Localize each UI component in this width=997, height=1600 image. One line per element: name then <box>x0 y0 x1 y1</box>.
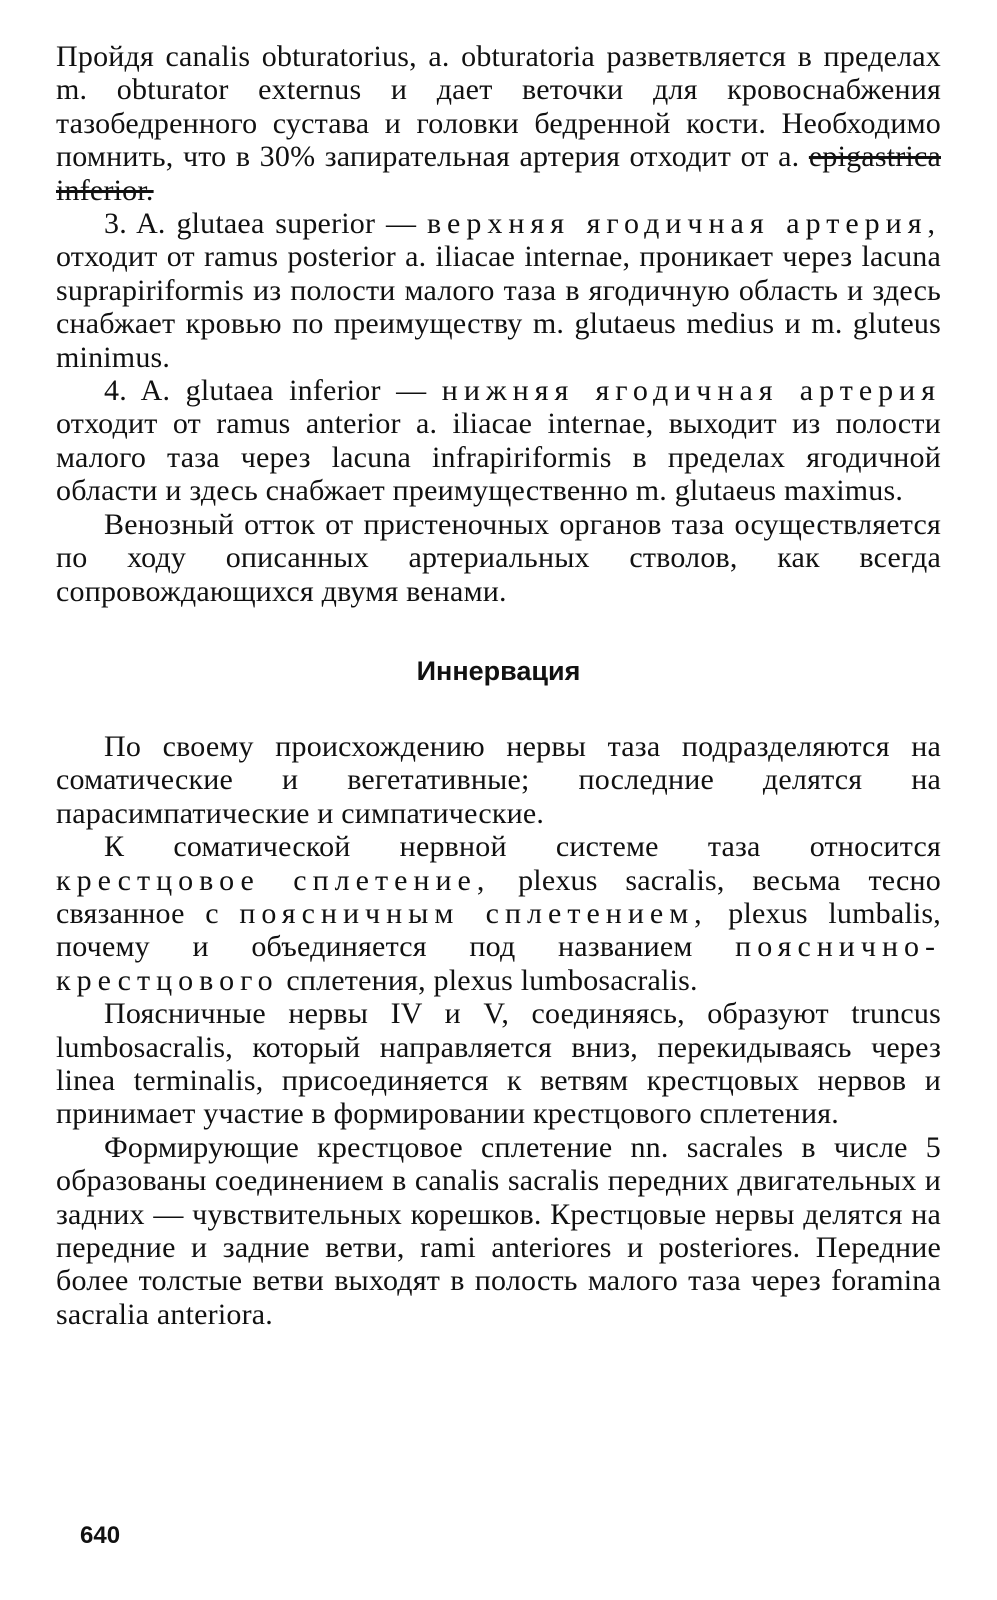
paragraph-inferior-gluteal-artery <box>56 374 941 508</box>
section-heading: Иннервация <box>416 655 581 686</box>
paragraph-text: Пройдя canalis obturatorius, a. obturatoria разветвляется в пределах m. obturator externus и дает веточки для кровоснабжения тазобедренного сустава и головки бедренной кости. Необходимо помнить, что в 30% запирательная артерия отходит от а. <box>56 40 941 174</box>
page-body <box>56 40 941 1331</box>
spaced-term: верхняя ягодичная артерия, <box>427 207 941 241</box>
spaced-term: поясничным сплетением, <box>239 896 708 930</box>
paragraph-lead: 4. A. glutaea inferior — <box>104 374 442 408</box>
paragraph-text: отходит от ramus posterior a. iliacae internae, проникает через lacuna suprapiriformis из полости малого таза в ягодичную область и здесь снабжает кровью по преимуществу m. glutaeus medius и m. glutеus minimus. <box>56 240 941 374</box>
spaced-term: нижняя ягодичная артерия <box>441 374 941 408</box>
paragraph-venous-outflow: Венозный отток от пристеночных органов таза осуществляется по ходу описанных артериальных стволов, как всегда сопровождающихся двумя венами. <box>56 507 941 608</box>
paragraph-obturator-artery <box>56 40 941 207</box>
paragraph-text: plexus lumbalis, почему и объединяется под названием <box>56 896 941 964</box>
paragraph-lead: 3. A. glutaea superior — <box>104 207 428 241</box>
paragraph-somatic-system <box>56 830 941 997</box>
struck-text: epigastrica inferior. <box>56 140 941 207</box>
paragraph-text: сплетения, plexus lumbosacralis. <box>278 963 698 997</box>
page-number: 640 <box>80 1522 121 1549</box>
paragraph-lumbar-nerves: Поясничные нервы IV и V, соединяясь, образуют truncus lumbosacralis, который направляется вниз, перекидываясь через linea terminalis, присоединяется к ветвям крестцовых нервов и принимает участие в формировании крестцового сплетения. <box>56 997 941 1131</box>
paragraph-sacral-nerves: Формирующие крестцовое сплетение nn. sacrales в числе 5 образованы соединением в canalis sacralis передних двигательных и задних — чувствительных корешков. Крестцовые нервы делятся на передние и задние ветви, rami anteriores и posteriores. Передние более толстые ветви выходят в полость малого таза через foramina sacralia anteriora. <box>56 1130 941 1331</box>
paragraph-lead: К соматической нервной системе таза относится <box>104 830 941 864</box>
paragraph-text: отходит от ramus anterior a. iliacae internae, выходит из полости малого таза через lacuna infrapiriformis в пределах ягодичной области и здесь снабжает преимущественно m. glutaeus maximus. <box>56 407 941 508</box>
paragraph-text: plexus sacralis, весьма тесно связанное с <box>56 863 941 930</box>
spaced-term: пояснично-крестцового <box>56 930 941 997</box>
paragraph-nerve-origin: По своему происхождению нервы таза подразделяются на соматические и вегетативные; последние делятся на парасимпатические и симпатические. <box>56 729 941 830</box>
paragraph-superior-gluteal-artery <box>56 207 941 374</box>
spaced-term: крестцовое сплетение, <box>56 863 491 897</box>
